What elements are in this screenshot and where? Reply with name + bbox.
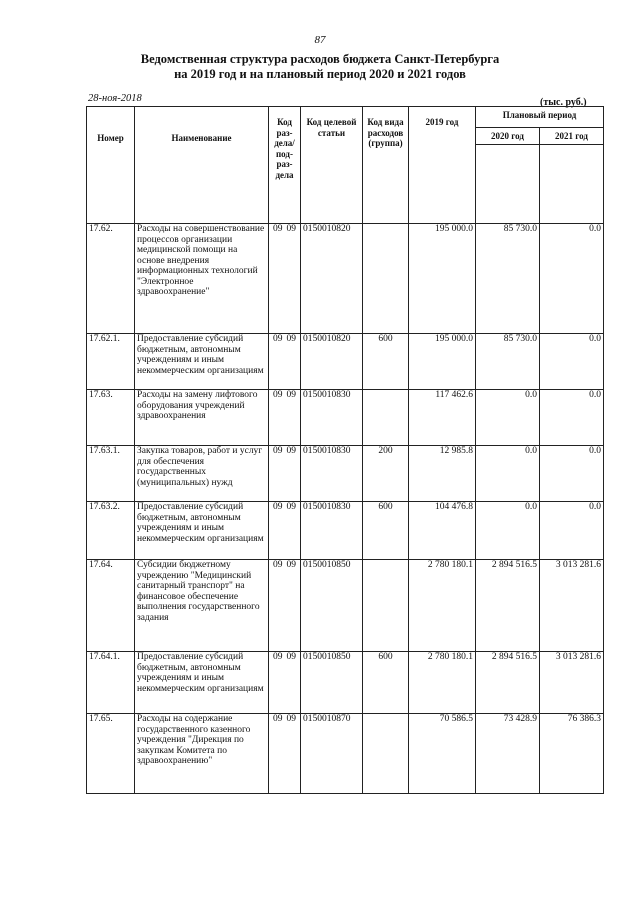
table-row xyxy=(87,714,604,794)
row-expense-type xyxy=(363,714,409,794)
row-number: 17.65. xyxy=(87,714,135,794)
row-name-text: Предоставление субсидий бюджетным, автономным учреждениям и иным некоммерческим организациям xyxy=(137,502,264,544)
table-row xyxy=(87,224,604,334)
row-subsection: 09 xyxy=(286,446,296,456)
row-target-code: 0150010830 xyxy=(301,390,363,446)
row-subsection: 09 xyxy=(286,652,296,662)
row-number: 17.64. xyxy=(87,560,135,652)
row-amount-2021: 0.0 xyxy=(540,334,604,390)
row-target-code: 0150010850 xyxy=(301,560,363,652)
budget-table xyxy=(86,106,604,794)
units-label: (тыс. руб.) xyxy=(540,97,587,108)
row-subsection: 09 xyxy=(286,560,296,570)
row-name-text: Расходы на замену лифтового оборудования учреждений здравоохранения xyxy=(137,390,258,421)
row-amount-2021: 3 013 281.6 xyxy=(540,560,604,652)
table-row xyxy=(87,446,604,502)
table-row xyxy=(87,334,604,390)
row-name-text: Расходы на содержание государственного казенного учреждения "Дирекция по закупкам Комитета по здравоохранению" xyxy=(137,714,251,766)
row-number: 17.64.1. xyxy=(87,652,135,714)
table-row xyxy=(87,502,604,560)
row-section-code xyxy=(269,560,301,652)
row-amount-2020: 73 428.9 xyxy=(476,714,540,794)
row-amount-2020: 0.0 xyxy=(476,502,540,560)
row-section: 09 xyxy=(273,224,283,234)
row-amount-2021: 0.0 xyxy=(540,224,604,334)
row-name xyxy=(135,334,269,390)
row-target-code: 0150010850 xyxy=(301,652,363,714)
row-amount-2019: 195 000.0 xyxy=(409,224,476,334)
row-subsection: 09 xyxy=(286,714,296,724)
row-subsection: 09 xyxy=(286,224,296,234)
page-number: 87 xyxy=(314,34,326,46)
row-name xyxy=(135,714,269,794)
row-name xyxy=(135,390,269,446)
row-name-text: Субсидии бюджетному учреждению "Медицинский санитарный транспорт" на финансовое обеспечение выполнения государственного задания xyxy=(137,560,260,623)
row-target-code: 0150010870 xyxy=(301,714,363,794)
row-number: 17.62. xyxy=(87,224,135,334)
row-section-code xyxy=(269,224,301,334)
row-name xyxy=(135,446,269,502)
row-amount-2019: 12 985.8 xyxy=(409,446,476,502)
row-number: 17.63.1. xyxy=(87,446,135,502)
header-year-2019: 2019 год xyxy=(409,107,476,224)
row-target-code: 0150010820 xyxy=(301,334,363,390)
header-year-2020: 2020 год xyxy=(476,127,540,144)
table-row xyxy=(87,560,604,652)
row-amount-2020: 85 730.0 xyxy=(476,224,540,334)
header-name: Наименование xyxy=(135,107,269,224)
row-subsection: 09 xyxy=(286,390,296,400)
row-target-code: 0150010820 xyxy=(301,224,363,334)
row-amount-2020: 2 894 516.5 xyxy=(476,652,540,714)
row-section: 09 xyxy=(273,560,283,570)
row-section-code xyxy=(269,390,301,446)
title-line-1: Ведомственная структура расходов бюджета Санкт-Петербурга xyxy=(140,52,500,66)
row-amount-2020: 0.0 xyxy=(476,446,540,502)
row-expense-type xyxy=(363,224,409,334)
header-planned-period: Плановый период xyxy=(476,107,604,128)
row-number: 17.62.1. xyxy=(87,334,135,390)
row-name xyxy=(135,652,269,714)
header-spacer-2020 xyxy=(476,144,540,223)
row-expense-type: 600 xyxy=(363,502,409,560)
row-section-code xyxy=(269,502,301,560)
row-amount-2019: 117 462.6 xyxy=(409,390,476,446)
row-amount-2020: 85 730.0 xyxy=(476,334,540,390)
row-target-code: 0150010830 xyxy=(301,446,363,502)
row-section-code xyxy=(269,652,301,714)
header-section-code: Код раз-дела/ под-раз-дела xyxy=(269,107,301,224)
title-line-2: на 2019 год и на плановый период 2020 и 2021 годов xyxy=(174,67,466,81)
row-subsection: 09 xyxy=(286,502,296,512)
row-expense-type xyxy=(363,560,409,652)
row-section-code xyxy=(269,334,301,390)
row-amount-2019: 104 476.8 xyxy=(409,502,476,560)
row-name-text: Закупка товаров, работ и услуг для обеспечения государственных (муниципальных) нужд xyxy=(137,446,263,488)
row-amount-2021: 76 386.3 xyxy=(540,714,604,794)
row-section: 09 xyxy=(273,334,283,344)
table-row xyxy=(87,652,604,714)
row-expense-type: 600 xyxy=(363,652,409,714)
row-amount-2021: 0.0 xyxy=(540,446,604,502)
row-expense-type xyxy=(363,390,409,446)
row-number: 17.63.2. xyxy=(87,502,135,560)
row-amount-2019: 195 000.0 xyxy=(409,334,476,390)
row-section: 09 xyxy=(273,502,283,512)
budget-rows xyxy=(87,224,604,794)
row-expense-type: 600 xyxy=(363,334,409,390)
document-title xyxy=(0,52,640,82)
header-year-2021: 2021 год xyxy=(540,127,604,144)
row-name xyxy=(135,224,269,334)
row-expense-type: 200 xyxy=(363,446,409,502)
header-expense-type-code: Код вида расходов (группа) xyxy=(363,107,409,224)
row-section-code xyxy=(269,446,301,502)
row-section: 09 xyxy=(273,714,283,724)
row-section-code xyxy=(269,714,301,794)
row-target-code: 0150010830 xyxy=(301,502,363,560)
row-amount-2021: 3 013 281.6 xyxy=(540,652,604,714)
row-name xyxy=(135,560,269,652)
row-subsection: 09 xyxy=(286,334,296,344)
row-amount-2021: 0.0 xyxy=(540,390,604,446)
header-number: Номер xyxy=(87,107,135,224)
row-section: 09 xyxy=(273,652,283,662)
row-amount-2019: 70 586.5 xyxy=(409,714,476,794)
row-name xyxy=(135,502,269,560)
row-amount-2020: 2 894 516.5 xyxy=(476,560,540,652)
row-name-text: Предоставление субсидий бюджетным, автономным учреждениям и иным некоммерческим организациям xyxy=(137,652,264,694)
row-number: 17.63. xyxy=(87,390,135,446)
header-spacer-2021 xyxy=(540,144,604,223)
row-amount-2019: 2 780 180.1 xyxy=(409,652,476,714)
row-name-text: Расходы на совершенствование процессов организации медицинской помощи на основе внедрения информационных технологий "Электронное здравоохранение" xyxy=(137,224,265,297)
row-name-text: Предоставление субсидий бюджетным, автономным учреждениям и иным некоммерческим организациям xyxy=(137,334,264,376)
table-row xyxy=(87,390,604,446)
row-section: 09 xyxy=(273,446,283,456)
header-target-code: Код целевой статьи xyxy=(301,107,363,224)
document-date: 28-ноя-2018 xyxy=(88,93,142,104)
row-amount-2019: 2 780 180.1 xyxy=(409,560,476,652)
row-section: 09 xyxy=(273,390,283,400)
row-amount-2020: 0.0 xyxy=(476,390,540,446)
row-amount-2021: 0.0 xyxy=(540,502,604,560)
